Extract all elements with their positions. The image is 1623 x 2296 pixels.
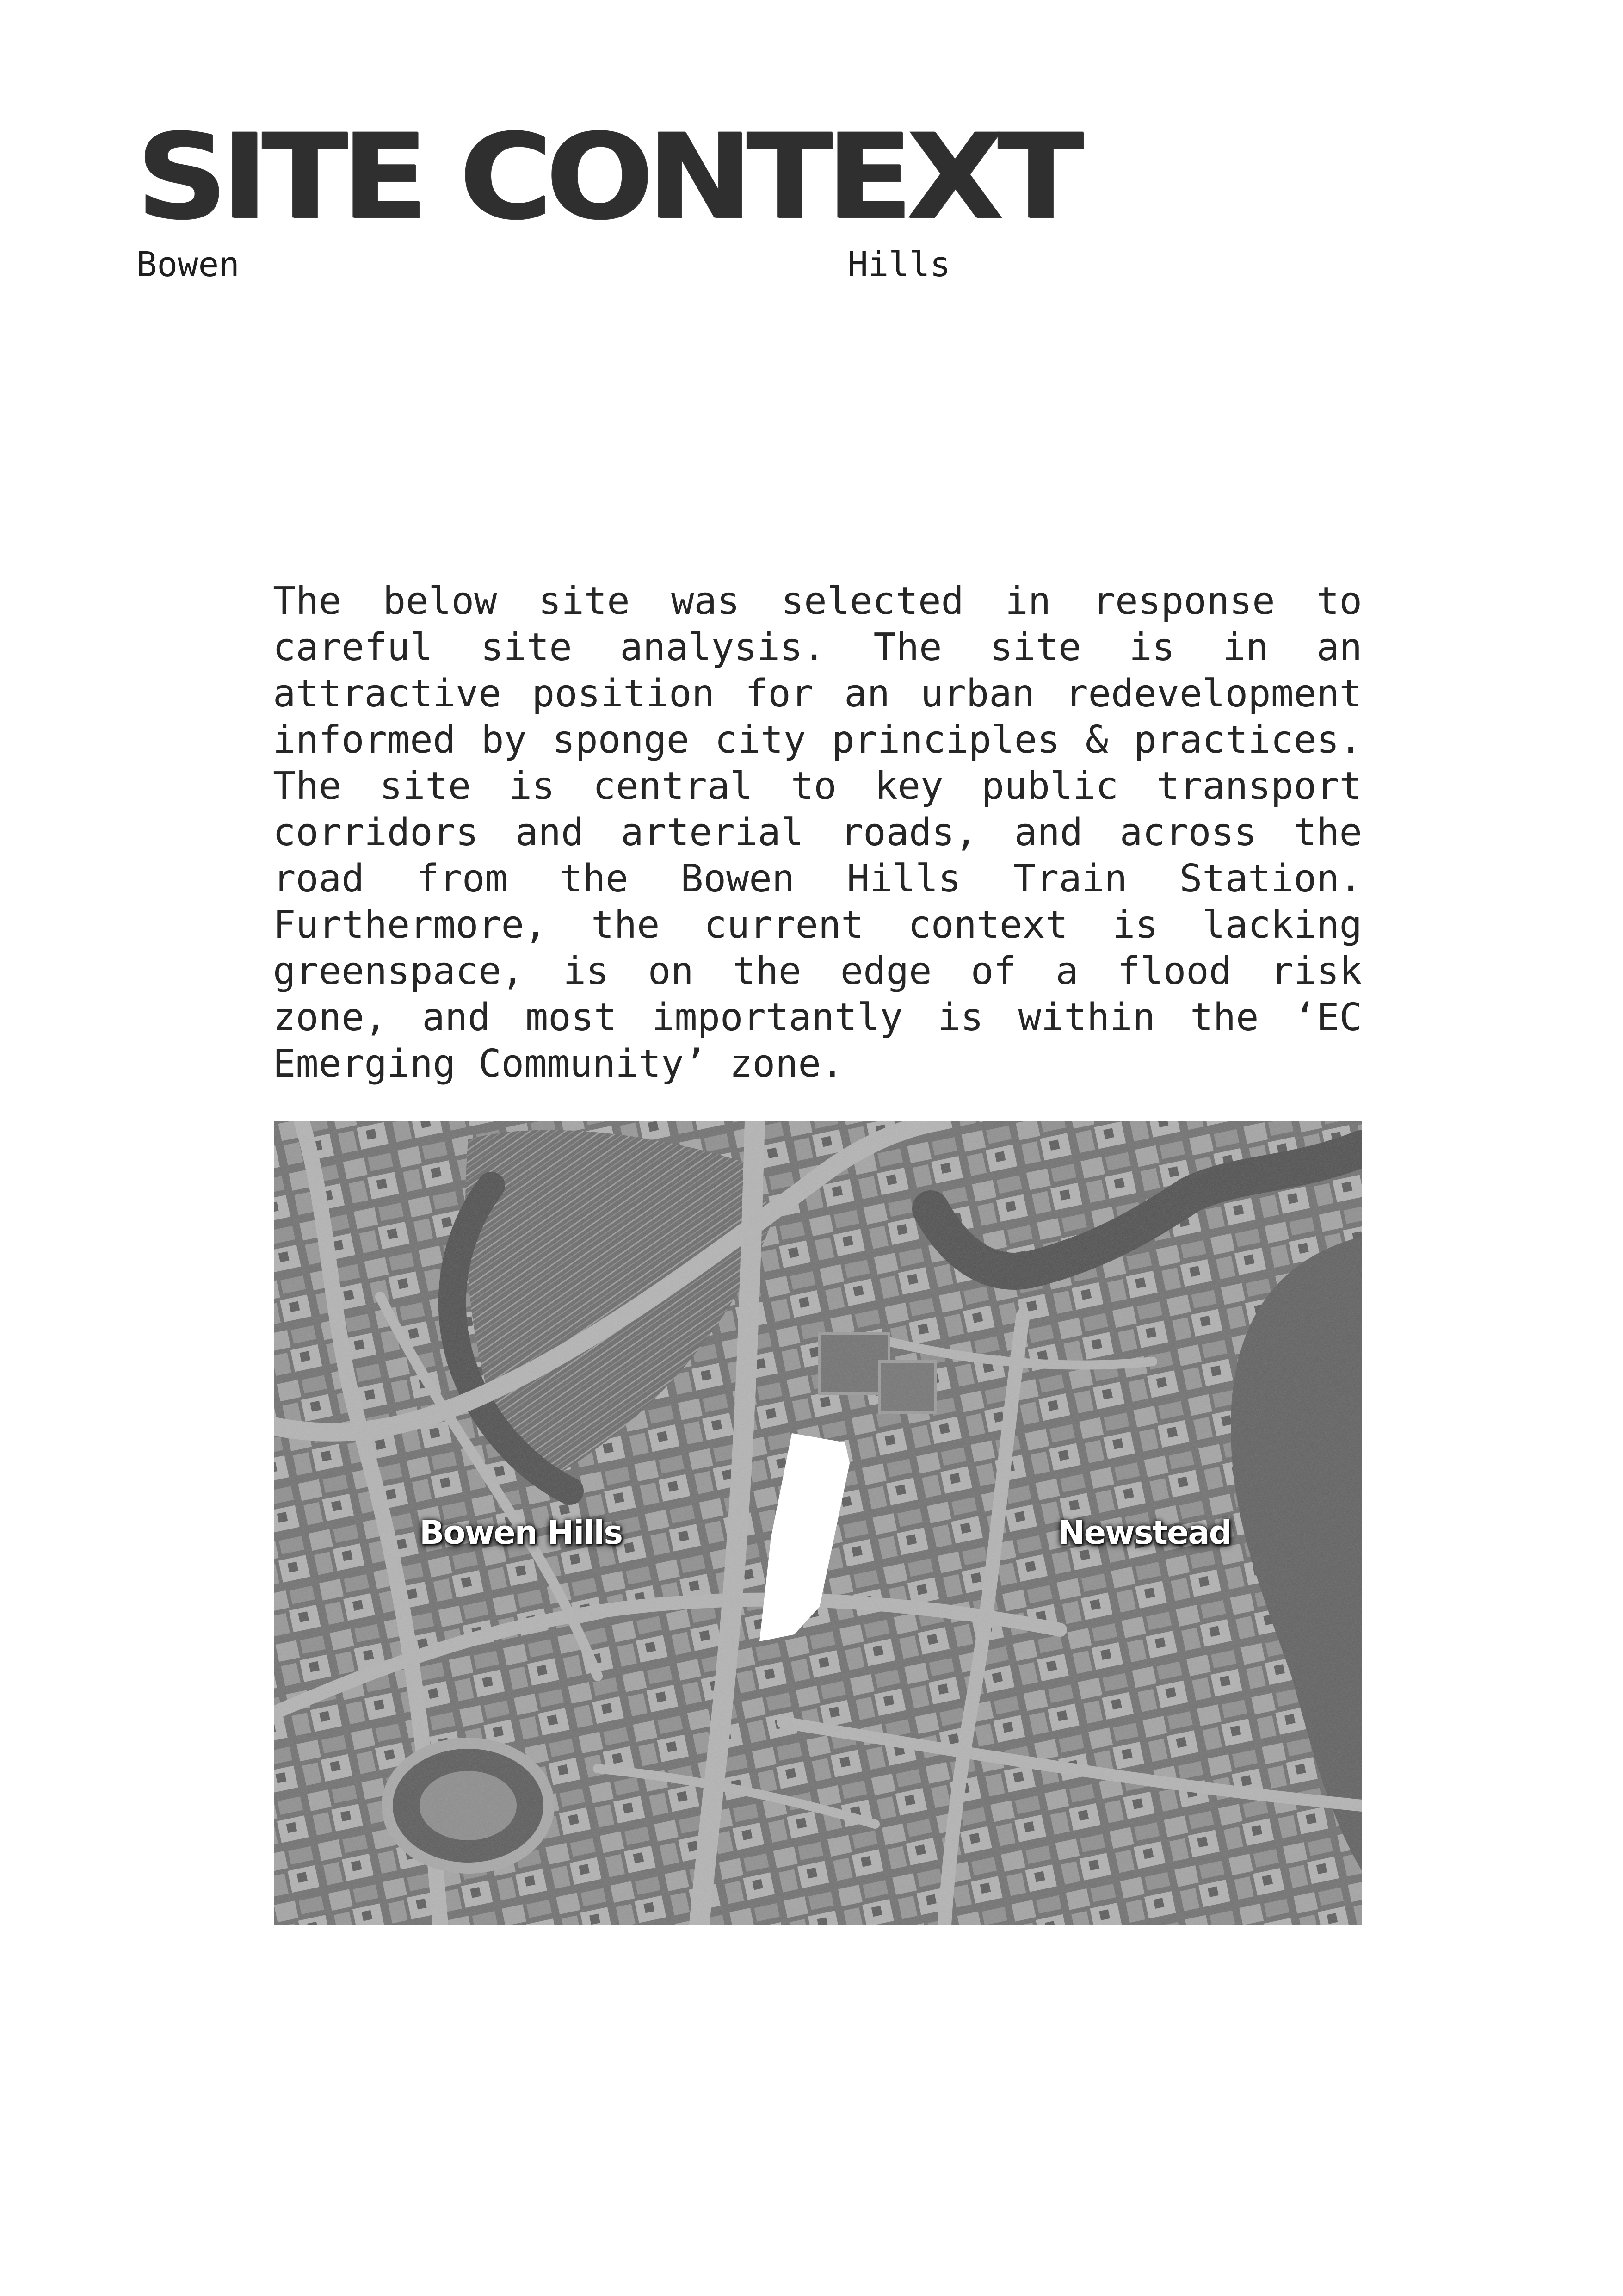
page-title: SITE CONTEXT: [136, 108, 1078, 246]
subtitle-right: Hills: [847, 245, 950, 285]
map-label-bowen-hills: Bowen Hills: [420, 1514, 623, 1552]
map-label-newstead: Newstead: [1058, 1514, 1231, 1552]
page-header: [136, 108, 1078, 285]
intro-paragraph: The below site was selected in response to careful site analysis. The site is in an attractive position for an urban redevelopment informed by sponge city principles & practices. The site is central to key public transport corridors and arterial roads, and across the road from the Bowen Hills Train Station. Furthermore, the current context is lacking greenspace, is on the edge of a flood risk zone, and most importantly is within the ‘EC Emerging Community’ zone.: [273, 579, 1362, 1086]
subtitle-left: Bowen: [136, 245, 240, 285]
aerial-site-map: [274, 1121, 1362, 1925]
page-subtitle: [136, 245, 950, 285]
